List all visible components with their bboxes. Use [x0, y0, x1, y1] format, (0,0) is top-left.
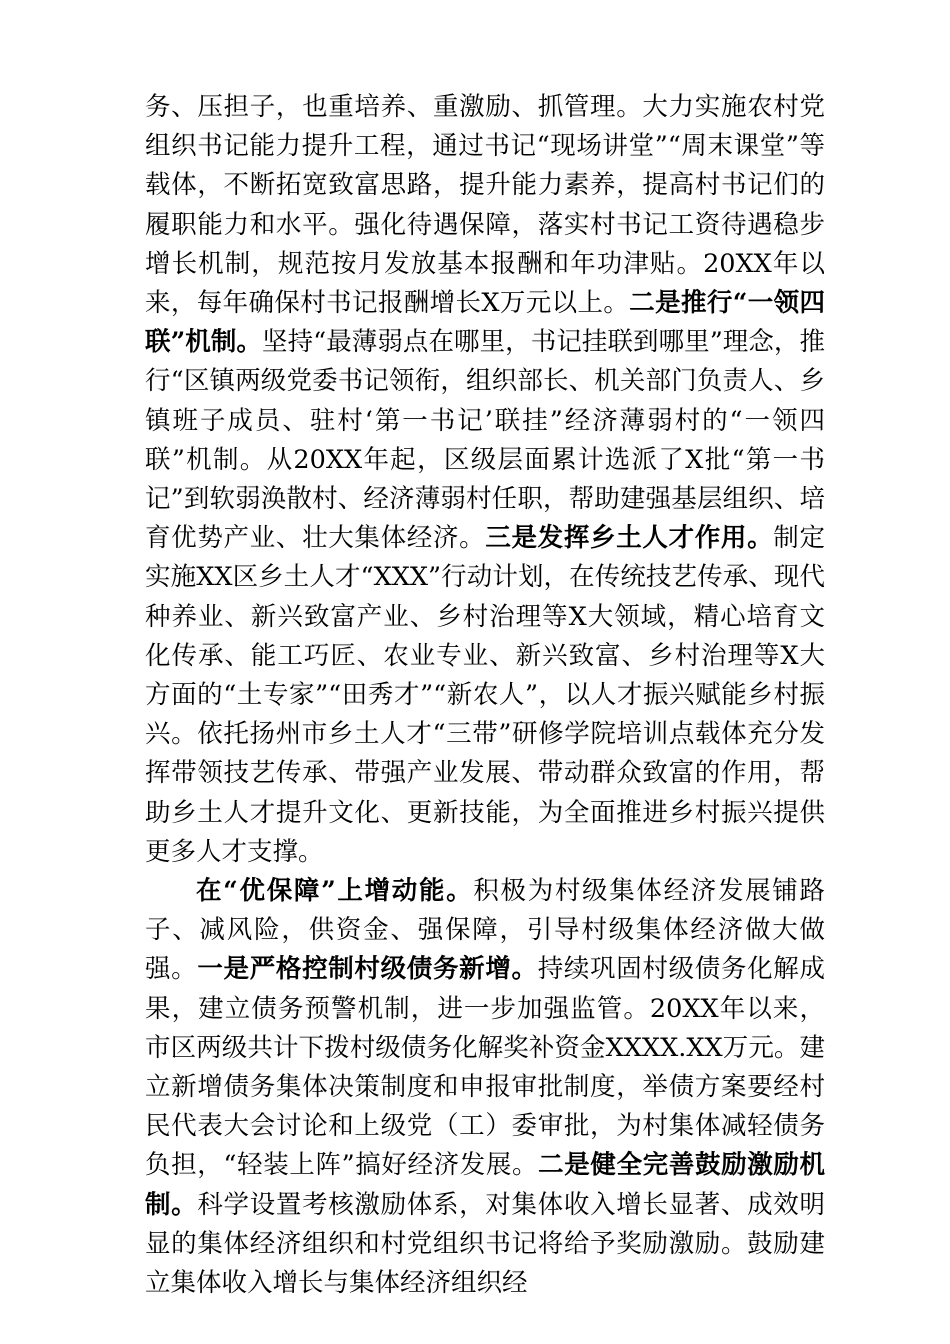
paragraph-2-text-3: 科学设置考核激励体系，对集体收入增长显著、成效明显的集体经济组织和村党组织书记将给予奖励激励。鼓励建立集体收入增长与集体经济组织经	[145, 1189, 825, 1299]
paragraph-1-text-3: 制定实施XX区乡土人才“XXX”行动计划，在传统技艺传承、现代种养业、新兴致富产业、乡村治理等X大领域，精心培育文化传承、能工巧匠、农业专业、新兴致富、乡村治理等X大方面的“土专家”“田秀才”“新农人”，以人才振兴赋能乡村振兴。依托扬州市乡土人才“三带”研修学院培训点载体充分发挥带领技艺传承、带强产业发展、带动群众致富的作用，帮助乡土人才提升文化、更新技能，为全面推进乡村振兴提供更多人才支撑。	[145, 523, 825, 867]
heading-tuixing-yiling-silian: 二是推行“一领四联”机制。	[145, 288, 826, 358]
document-page	[145, 88, 825, 1303]
heading-you-baozhang: 在“优保障”上增动能。	[196, 876, 474, 907]
heading-yange-kongzhi-zhaiwu: 一是严格控制村级债务新增。	[197, 954, 538, 985]
paragraph-2-text-1: 积极为村级集体经济发展铺路子、减风险，供资金、强保障，引导村级集体经济做大做强。	[145, 876, 825, 985]
paragraph-1-text-2: 坚持“最薄弱点在哪里，书记挂联到哪里”理念，推行“区镇两级党委书记领衔，组织部长、机关部门负责人、乡镇班子成员、驻村‘第一书记’联挂”经济薄弱村的“一领四联”机制。从20XX年起，区级层面累计选派了X批“第一书记”到软弱涣散村、经济薄弱村任职，帮助建强基层组织、培育优势产业、壮大集体经济。	[145, 327, 825, 554]
paragraph-2-text-2: 持续巩固村级债务化解成果，建立债务预警机制，进一步加强监管。20XX年以来，市区两级共计下拨村级债务化解奖补资金XXXX.XX万元。建立新增债务集体决策制度和申报审批制度，举债方案要经村民代表大会讨论和上级党（工）委审批，为村集体减轻债务负担，“轻装上阵”搞好经济发展。	[145, 954, 825, 1181]
heading-jianquan-jili-jizhi: 二是健全完善鼓励激励机制。	[145, 1150, 825, 1220]
heading-fahui-xiangtu-rencai: 三是发挥乡土人才作用。	[485, 523, 774, 554]
paragraph-2	[145, 872, 825, 1303]
paragraph-1-text-1: 务、压担子，也重培养、重激励、抓管理。大力实施农村党组织书记能力提升工程，通过书记“现场讲堂”“周末课堂”等载体，不断拓宽致富思路，提升能力素养，提高村书记们的履职能力和水平。强化待遇保障，落实村书记工资待遇稳步增长机制，规范按月发放基本报酬和年功津贴。20XX年以来，每年确保村书记报酬增长X万元以上。	[145, 92, 825, 319]
paragraph-1	[145, 88, 825, 872]
